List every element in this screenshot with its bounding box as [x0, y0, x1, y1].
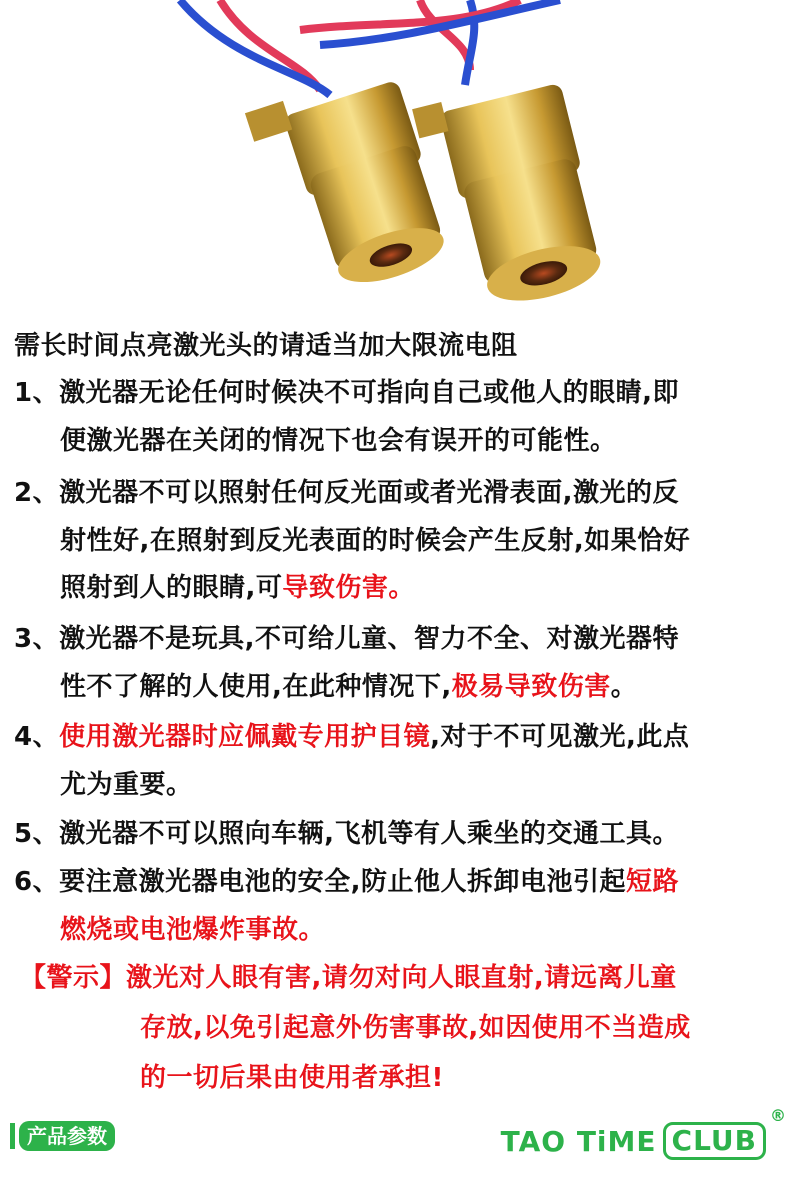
item-2-warning: 导致伤害。	[282, 573, 415, 603]
warning-heading: 【警示】	[20, 963, 127, 993]
item-2-line-2: 射性好,在照射到反光表面的时候会产生反射,如果恰好	[60, 526, 691, 556]
item-3-line-1	[14, 622, 679, 656]
brand-name: TAO TiME	[500, 1124, 657, 1158]
item-2-text: 激光器不可以照射任何反光面或者光滑表面,激光的反	[59, 478, 679, 508]
item-3-line-2	[60, 670, 637, 704]
item-4-text: ,对于不可见激光,此点	[430, 722, 690, 752]
item-6-warning: 短路	[625, 867, 679, 897]
warning-line-3: 的一切后果由使用者承担!	[140, 1063, 444, 1093]
item-2-number: 2、	[14, 478, 60, 508]
item-2-line-3	[60, 571, 415, 605]
laser-diode-modules-photo	[0, 0, 790, 310]
brand-logo	[501, 1122, 766, 1160]
warning-line-2: 存放,以免引起意外伤害事故,如因使用不当造成	[140, 1013, 691, 1043]
intro-note: 需长时间点亮激光头的请适当加大限流电阻	[14, 331, 518, 361]
item-3-line-2-text: 性不了解的人使用,在此种情况下,	[60, 672, 452, 702]
product-params-label: 产品参数	[19, 1121, 115, 1151]
registered-mark: ®	[770, 1106, 786, 1125]
item-5-line-1	[14, 817, 679, 851]
item-4-line-2: 尤为重要。	[60, 770, 193, 800]
warning-text-1: 激光对人眼有害,请勿对向人眼直射,请远离儿童	[126, 963, 677, 993]
item-5-text: 激光器不可以照向车辆,飞机等有人乘坐的交通工具。	[59, 819, 679, 849]
item-6-text: 要注意激光器电池的安全,防止他人拆卸电池引起	[59, 867, 626, 897]
item-6-line-1	[14, 865, 679, 899]
item-4-number: 4、	[14, 722, 60, 752]
item-2-line-1	[14, 476, 679, 510]
footer	[0, 1106, 790, 1197]
tag-bar	[10, 1123, 15, 1149]
item-1-number: 1、	[14, 378, 60, 408]
item-4-warning: 使用激光器时应佩戴专用护目镜	[59, 722, 431, 752]
item-3-text: 激光器不是玩具,不可给儿童、智力不全、对激光器特	[59, 624, 679, 654]
item-4-line-1	[14, 720, 689, 754]
item-2-line-3-text: 照射到人的眼睛,可	[60, 573, 283, 603]
warning-line-1	[20, 961, 677, 995]
item-5-number: 5、	[14, 819, 60, 849]
brand-club: CLUB	[663, 1122, 766, 1160]
item-3-warning: 极易导致伤害	[451, 672, 611, 702]
laser-diode-image	[0, 0, 790, 310]
item-3-period: 。	[610, 672, 638, 702]
product-params-tag	[10, 1120, 115, 1152]
item-6-line-2: 燃烧或电池爆炸事故。	[60, 915, 326, 945]
item-6-number: 6、	[14, 867, 60, 897]
item-1-line-2: 便激光器在关闭的情况下也会有误开的可能性。	[60, 426, 617, 456]
item-1-line-1	[14, 376, 679, 410]
item-1-text: 激光器无论任何时候决不可指向自己或他人的眼睛,即	[59, 378, 679, 408]
item-3-number: 3、	[14, 624, 60, 654]
